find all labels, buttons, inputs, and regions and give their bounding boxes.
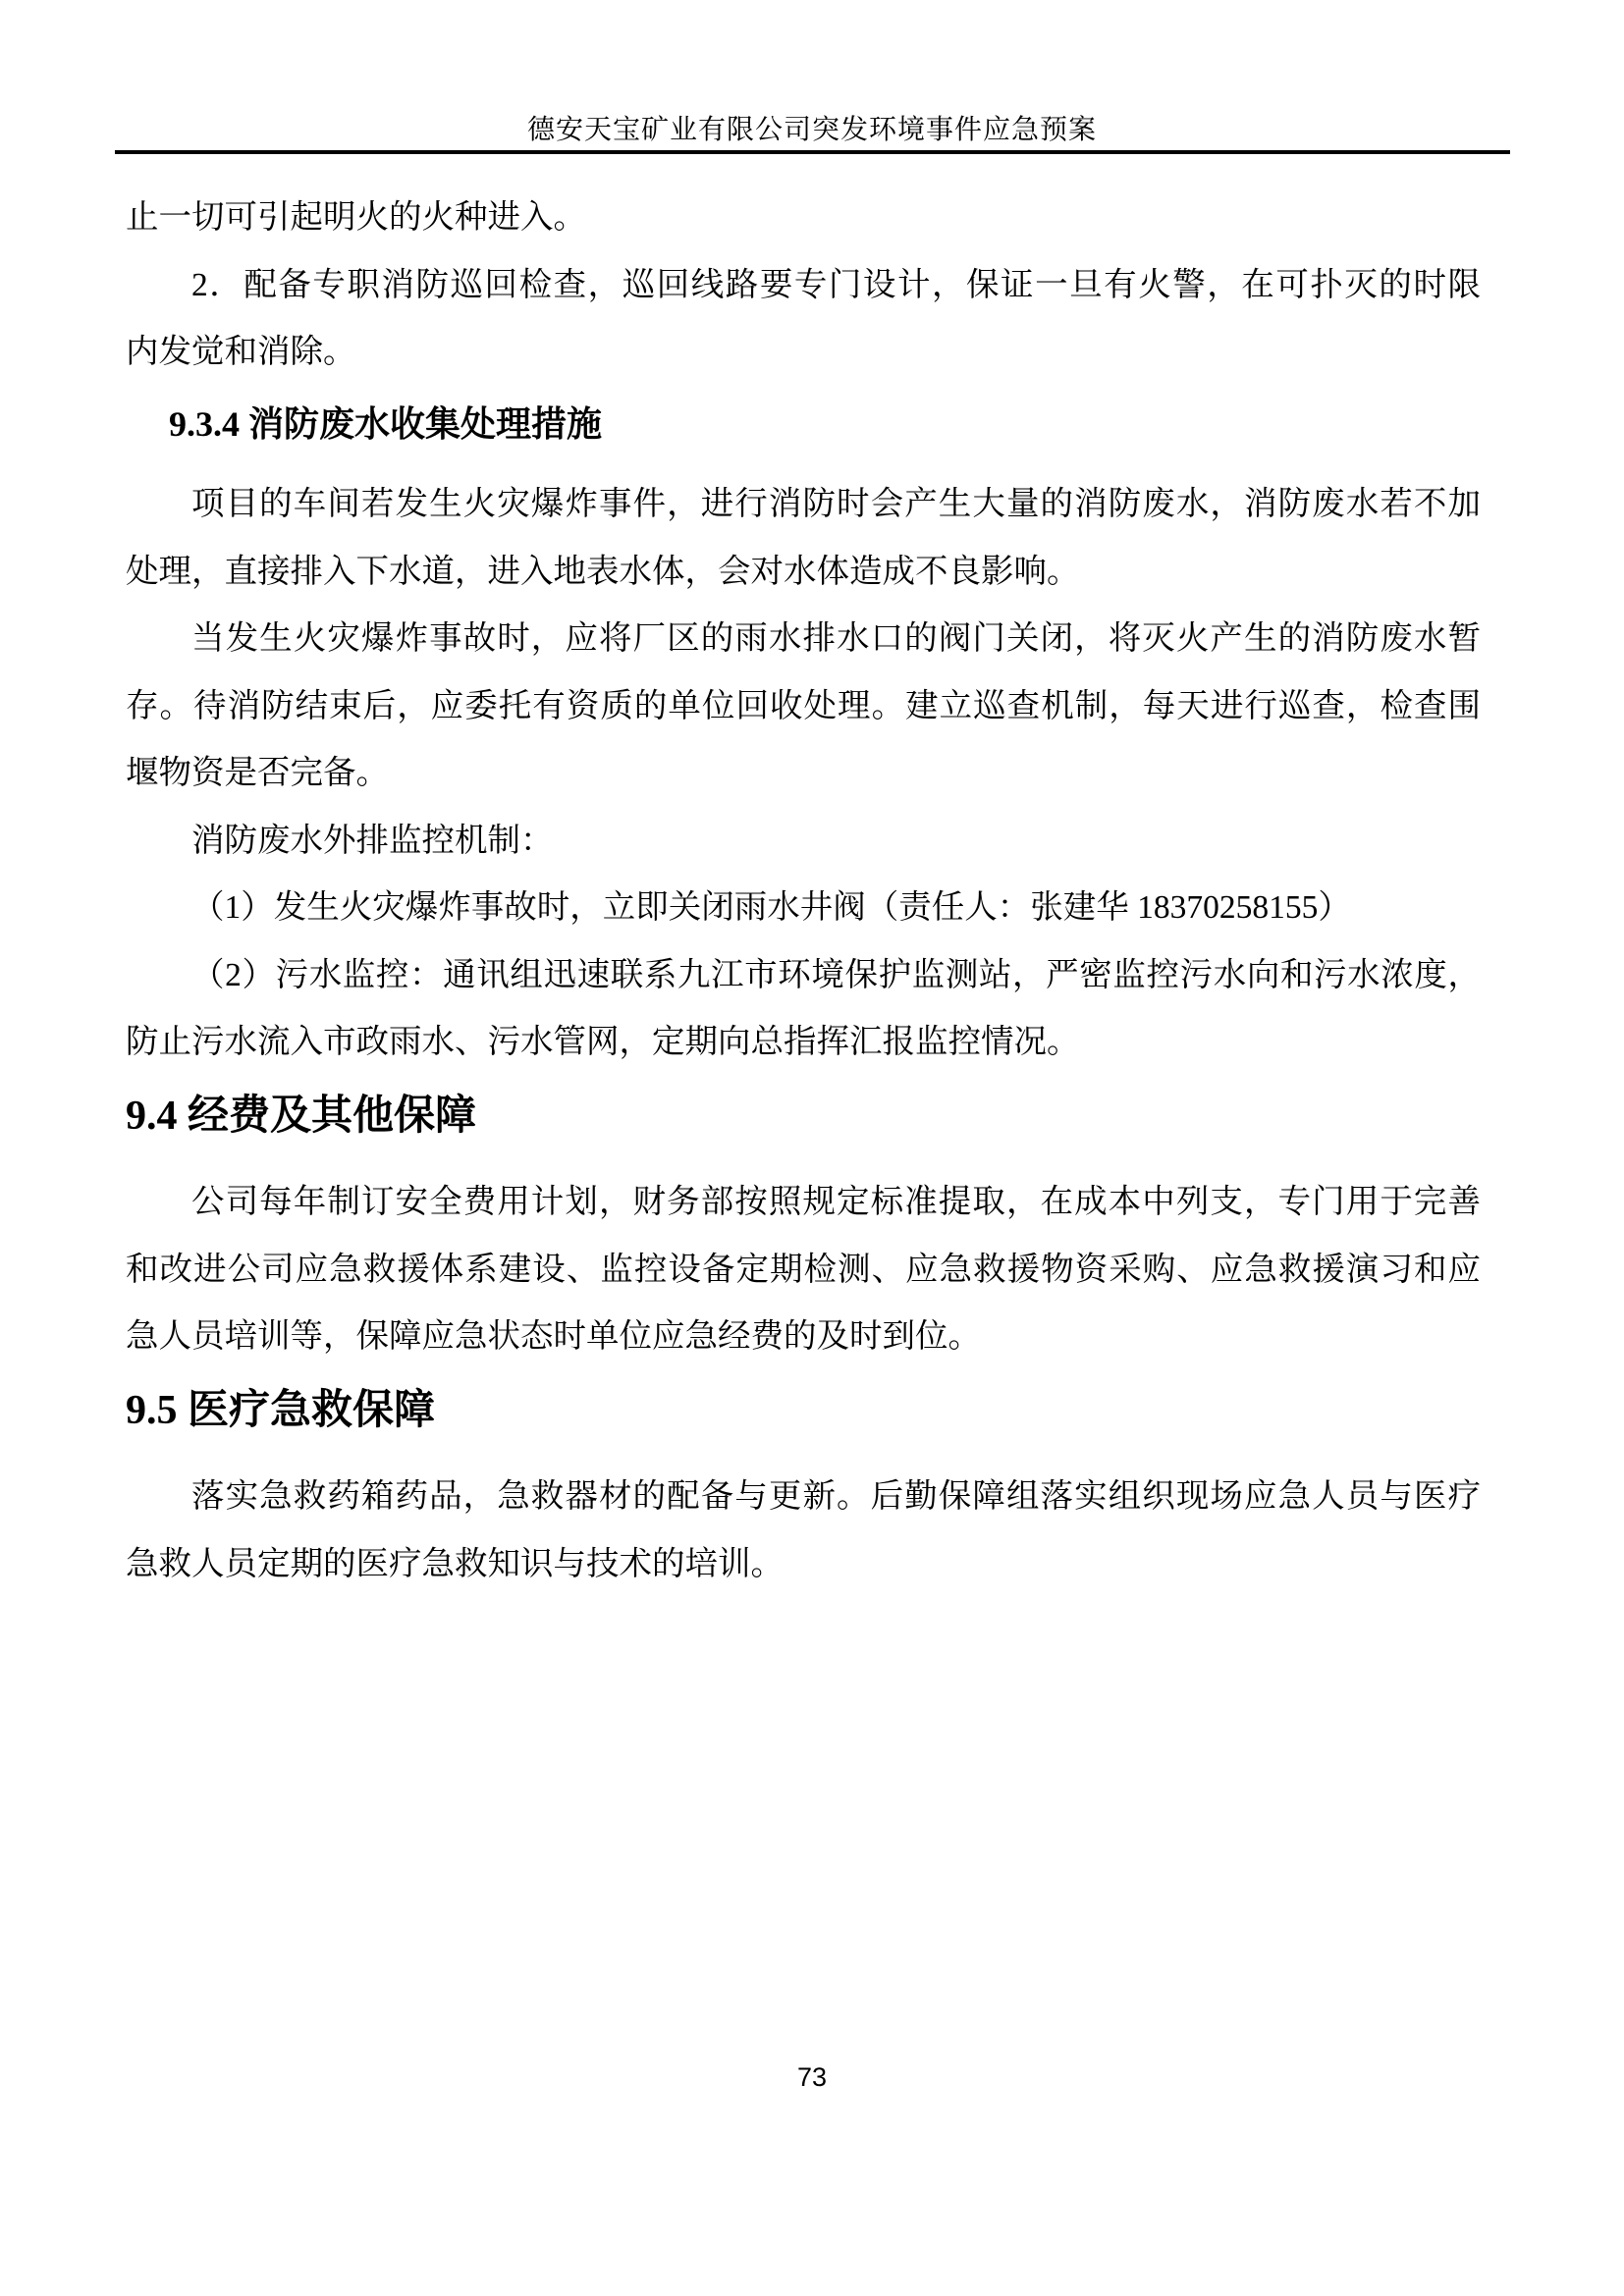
- text-line: 防止污水流入市政雨水、污水管网，定期向总指挥汇报监控情况。: [126, 1024, 1080, 1060]
- text-line: 公司每年制订安全费用计划，财务部按照规定标准提取，在成本中列支，专门用于完善: [191, 1184, 1481, 1220]
- page-number: 73: [796, 2062, 828, 2092]
- section-heading: 9.4 经费及其他保障: [126, 1093, 477, 1139]
- text-line: 存。待消防结束后，应委托有资质的单位回收处理。建立巡查机制，每天进行巡查，检查围: [126, 687, 1481, 724]
- section-heading: 9.5 医疗急救保障: [126, 1387, 436, 1433]
- text-line: 急救人员定期的医疗急救知识与技术的培训。: [126, 1545, 784, 1582]
- text-line: 项目的车间若发生火灾爆炸事件，进行消防时会产生大量的消防废水，消防废水若不加: [191, 486, 1481, 522]
- header-divider-rule: [115, 150, 1510, 154]
- text-line: 落实急救药箱药品，急救器材的配备与更新。后勤保障组落实组织现场应急人员与医疗: [191, 1478, 1481, 1515]
- text-line: 止一切可引起明火的火种进入。: [126, 199, 586, 236]
- text-line: 急人员培训等，保障应急状态时单位应急经费的及时到位。: [126, 1318, 981, 1355]
- text-line: （2）污水监控：通讯组迅速联系九江市环境保护监测站，严密监控污水向和污水浓度，: [191, 956, 1481, 993]
- sub-section-heading: 9.3.4 消防废水收集处理措施: [169, 403, 603, 444]
- text-line: 堰物资是否完备。: [126, 755, 389, 791]
- text-line: （1）发生火灾爆炸事故时，立即关闭雨水井阀（责任人：张建华 18370258155）: [191, 889, 1351, 926]
- text-line: 处理，直接排入下水道，进入地表水体，会对水体造成不良影响。: [126, 553, 1080, 590]
- document-header-title: 德安天宝矿业有限公司突发环境事件应急预案: [526, 115, 1097, 145]
- text-line: 2．配备专职消防巡回检查，巡回线路要专门设计，保证一旦有火警，在可扑灭的时限: [191, 266, 1481, 303]
- document-body: [126, 185, 1481, 1598]
- text-line: 和改进公司应急救援体系建设、监控设备定期检测、应急救援物资采购、应急救援演习和应: [126, 1251, 1481, 1288]
- text-line: 消防废水外排监控机制：: [191, 822, 554, 859]
- text-line: 当发生火灾爆炸事故时，应将厂区的雨水排水口的阀门关闭，将灭火产生的消防废水暂: [191, 620, 1481, 657]
- text-line: 内发觉和消除。: [126, 334, 356, 370]
